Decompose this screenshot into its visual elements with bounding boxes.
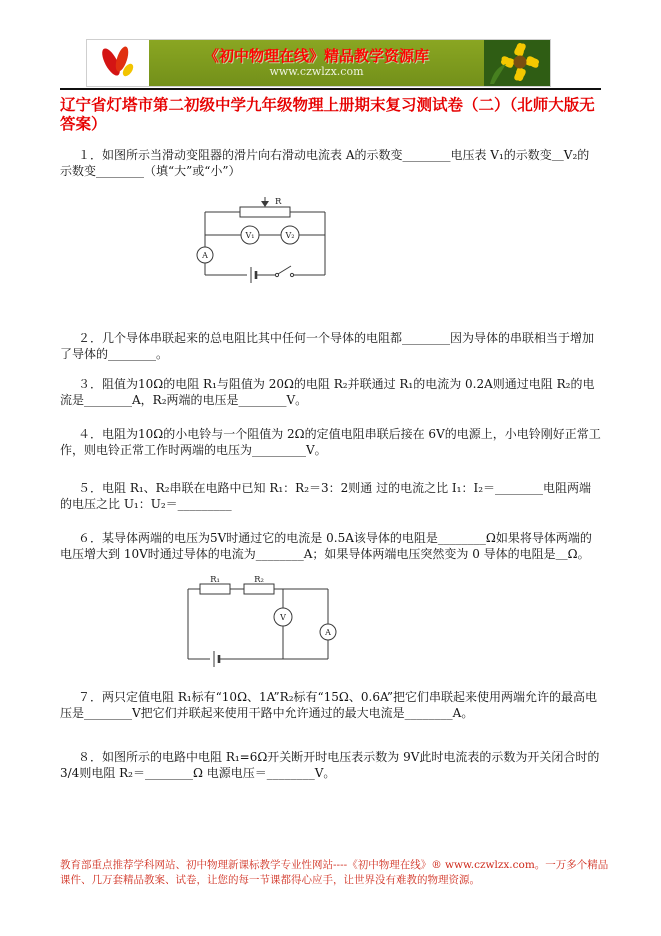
question-4: ４．电阻为10Ω的小电铃与一个阻值为 2Ω的定值电阻串联后接在 6V的电源上，小电铃刚好正常工作，则电铃正常工作时两端的电压为_________V。 [60, 427, 601, 457]
rheostat-slider-arrow [261, 201, 269, 207]
voltmeter-v2-label: V₂ [285, 231, 295, 240]
circuit-diagram-1 [195, 195, 335, 290]
sunflower-image [484, 40, 550, 86]
voltmeter-v1-label: V₁ [245, 231, 255, 240]
question-2: ２．几个导体串联起来的总电阻比其中任何一个导体的电阻都________因为导体的串联相当于增加了导体的________。 [60, 331, 595, 361]
banner-site-url: www.czwlzx.com [269, 65, 364, 78]
circuit-diagram-2 [180, 574, 340, 674]
switch-lever [278, 266, 291, 274]
question-7: ７．两只定值电阻 R₁标有“10Ω、1A”R₂标有“15Ω、0.6A”把它们串联起来使用两端允许的最高电压是________V把它们并联起来使用干路中允许通过的最大电流是________A。 [60, 690, 598, 720]
resistor-r1-label: R₁ [210, 575, 220, 585]
footer-promo-text: 教育部重点推荐学科网站、初中物理新课标教学专业性网站----《初中物理在线》® www.czwlzx.com。一万多个精品课件、几万套精品教案、试卷，让您的每一节课都得心应手，让世界没有难教的物理资源。 [60, 859, 609, 886]
rheostat-label: R [275, 197, 282, 207]
question-1: １．如图所示当滑动变阻器的滑片向右滑动电流表 A的示数变________电压表 V₁的示数变＿V₂的示数变________（填“大”或“小”） [60, 148, 590, 178]
resistor-r2-symbol [244, 584, 274, 594]
voltmeter-label: V [280, 613, 286, 622]
question-5: ５．电阻 R₁、R₂串联在电路中已知 R₁：R₂＝3：2则通 过的电流之比 I₁：I₂＝________电阻两端的电压之比 U₁：U₂＝_________ [60, 481, 592, 511]
document-body [60, 95, 601, 781]
resistor-r1-symbol [200, 584, 230, 594]
ammeter-label: A [325, 628, 331, 637]
ammeter-label: A [202, 251, 208, 260]
switch-contact [290, 273, 293, 276]
page-title: 辽宁省灯塔市第二初级中学九年级物理上册期末复习测试卷（二）（北师大版无答案） [60, 95, 595, 133]
banner-site-title: 《初中物理在线》精品教学资源库 [203, 47, 429, 65]
site-logo [87, 40, 149, 86]
site-banner [87, 40, 550, 86]
header-divider [60, 88, 601, 90]
sunflower-icon [484, 40, 550, 84]
question-3: ３．阻值为10Ω的电阻 R₁与阻值为 20Ω的电阻 R₂并联通过 R₁的电流为 0.2A则通过电阻 R₂的电流是________A，R₂两端的电压是________V。 [60, 377, 595, 407]
rheostat-symbol [240, 207, 290, 217]
site-logo-icon [87, 40, 149, 84]
question-8: ８．如图所示的电路中电阻 R₁=6Ω开关断开时电压表示数为 9V此时电流表的示数为开关闭合时的3/4则电阻 R₂＝________Ω 电源电压＝________V。 [60, 750, 600, 780]
question-6: ６．某导体两端的电压为5V时通过它的电流是 0.5A该导体的电阻是________Ω如果将导体两端的电压增大到 10V时通过导体的电流为________A；如果导体两端电压突然变为 0 导体的电阻是＿Ω。 [60, 531, 592, 561]
resistor-r2-label: R₂ [254, 575, 264, 585]
banner-text-area [149, 40, 484, 86]
